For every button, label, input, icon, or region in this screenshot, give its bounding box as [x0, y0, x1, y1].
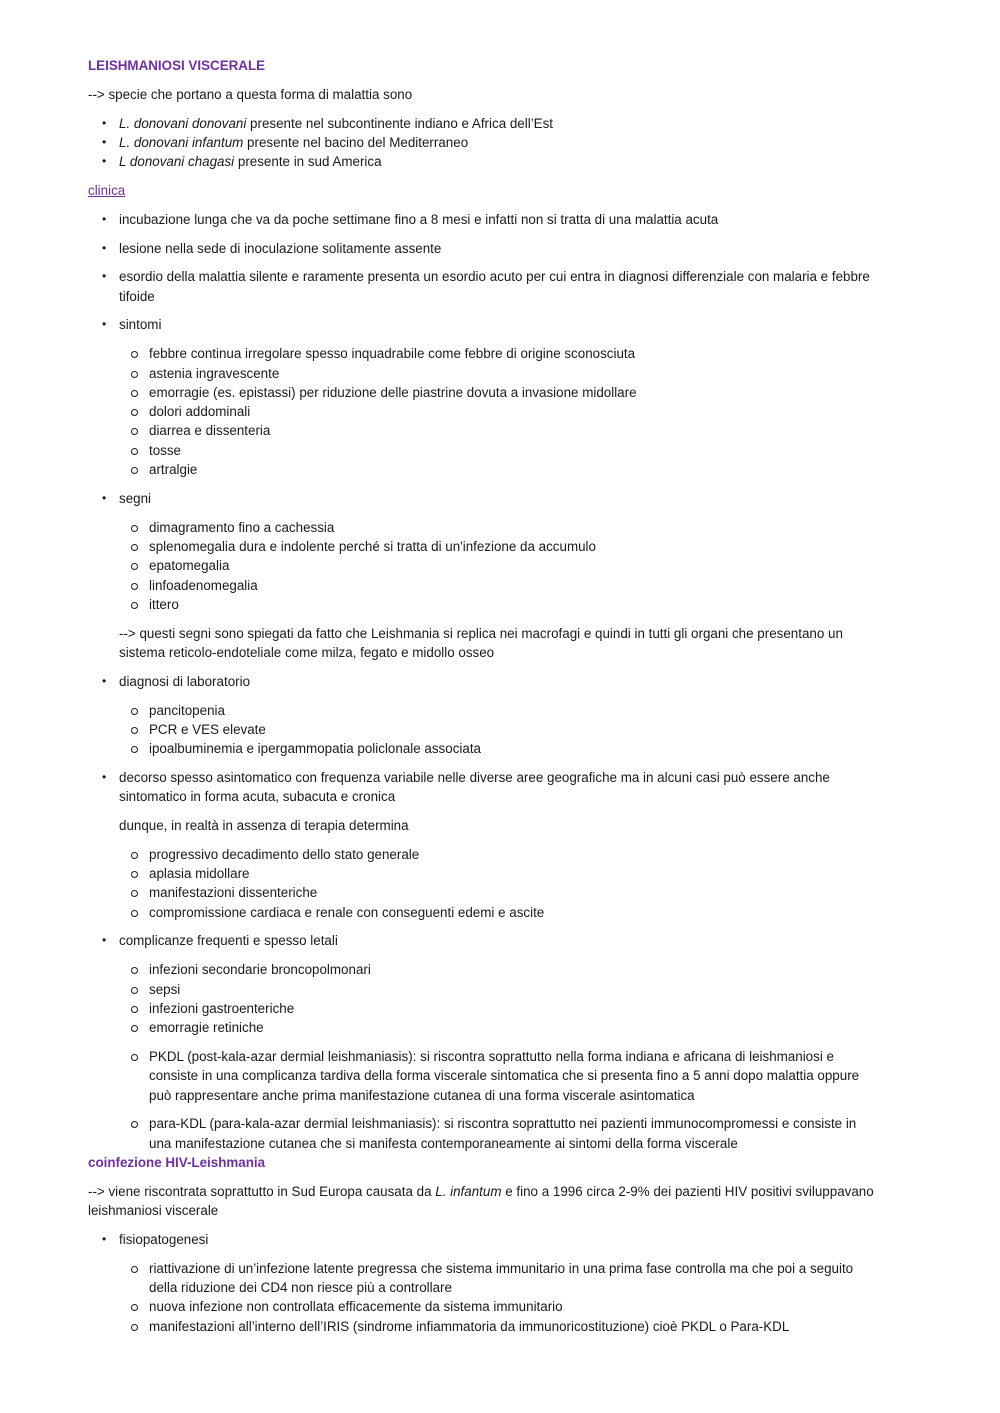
list-item: emorragie retiniche [119, 1018, 878, 1037]
segni-list [119, 518, 878, 614]
list-item: pancitopenia [119, 701, 878, 720]
decorso-list [119, 845, 878, 922]
segni-note: --> questi segni sono spiegati da fatto che Leishmania si replica nei macrofagi e quindi in tutti gli organi che presentano un sistema reticolo-endoteliale come milza, fegato e midollo osseo [119, 625, 843, 660]
list-item: • L donovani chagasi presente in sud America [88, 152, 878, 171]
list-item: ittero [119, 595, 878, 614]
list-item: nuova infezione non controllata efficacemente da sistema immunitario [119, 1297, 878, 1316]
list-item-decorso: • decorso spesso asintomatico con frequenza variabile nelle diverse aree geografiche ma in alcuni casi può essere anche sintomatico in forma acuta, subacuta e cronica dunque, in realtà in assenza di terapia determina progressivo decadimento dello stato generale aplasia midollare manifestazioni dissenteriche compromissione cardiaca e renale con conseguenti edemi e ascite [88, 768, 878, 922]
list-item: aplasia midollare [119, 864, 878, 883]
list-item-segni: • segni dimagramento fino a cachessia splenomegalia dura e indolente perché si tratta di un'infezione da accumulo epatomegalia linfoadenomegalia ittero --> questi segni sono spiegati da fatto che Leishmania si replica nei macrofagi e quindi in tutti gli organi che presentano un sistema reticolo-endoteliale come milza, fegato e midollo osseo [88, 489, 878, 662]
list-item-sintomi: • sintomi febbre continua irregolare spesso inquadrabile come febbre di origine sconosciuta astenia ingravescente emorragie (es. epistassi) per riduzione delle piastrine dovuta a invasione midollare dolori addominali diarrea e dissenteria tosse artralgie [88, 315, 878, 479]
decorso-note: dunque, in realtà in assenza di terapia determina [119, 818, 409, 833]
list-item: dimagramento fino a cachessia [119, 518, 878, 537]
list-item: progressivo decadimento dello stato generale [119, 845, 878, 864]
list-item: • esordio della malattia silente e raramente presenta un esordio acuto per cui entra in diagnosi differenziale con malaria e febbre tifoide [88, 267, 878, 306]
lab-list [119, 701, 878, 759]
section-title-coinfezione: coinfezione HIV-Leishmania [88, 1154, 266, 1170]
list-item: emorragie (es. epistassi) per riduzione delle piastrine dovuta a invasione midollare [119, 383, 878, 402]
list-item: astenia ingravescente [119, 364, 878, 383]
list-item: • incubazione lunga che va da poche settimane fino a 8 mesi e infatti non si tratta di una malattia acuta [88, 210, 878, 229]
coinfezione-list [88, 1230, 878, 1336]
list-item-fisiopatogenesi: • fisiopatogenesi riattivazione di un’infezione latente pregressa che sistema immunitario in una prima fase controlla ma che poi a seguito della riduzione dei CD4 non riesce più a controllare nuova infezione non controllata efficacemente da sistema immunitario manifestazioni all’interno dell’IRIS (sindrome infiammatoria da immunoricostituzione) cioè PKDL o Para-KDL [88, 1230, 878, 1336]
list-item: manifestazioni all’interno dell’IRIS (sindrome infiammatoria da immunoricostituzione) cioè PKDL o Para-KDL [119, 1317, 878, 1336]
list-item: tosse [119, 441, 878, 460]
list-item: compromissione cardiaca e renale con conseguenti edemi e ascite [119, 903, 878, 922]
sintomi-list [119, 344, 878, 479]
fisio-list [119, 1259, 878, 1336]
list-item-laboratorio: • diagnosi di laboratorio pancitopenia PCR e VES elevate ipoalbuminemia e ipergammopatia policlonale associata [88, 672, 878, 759]
species-list [88, 114, 878, 172]
list-item: dolori addominali [119, 402, 878, 421]
list-item-complicanze: • complicanze frequenti e spesso letali infezioni secondarie broncopolmonari sepsi infezioni gastroenteriche emorragie retiniche PKDL (post-kala-azar dermial leishmaniasis): si riscontra soprattutto nella forma indiana e africana di leishmaniosi e consiste in una complicanza tardiva della forma viscerale sintomatica che si presenta fino a 5 anni dopo malattia oppure può rappresentare anche prima manifestazione cutanea di una forma viscerale asintomatica para-KDL (para-kala-azar dermial leishmaniasis): si riscontra soprattutto nei pazienti immunocompromessi e consiste in una manifestazione cutanea che si manifesta contemporaneamente ai sintomi della forma viscerale [88, 931, 878, 1152]
list-item: • L. donovani donovani presente nel subcontinente indiano e Africa dell’Est [88, 114, 878, 133]
list-item-pkdl: PKDL (post-kala-azar dermial leishmaniasis): si riscontra soprattutto nella forma indiana e africana di leishmaniosi e consiste in una complicanza tardiva della forma viscerale sintomatica che si presenta fino a 5 anni dopo malattia oppure può rappresentare anche prima manifestazione cutanea di una forma viscerale asintomatica [119, 1047, 878, 1105]
list-item: diarrea e dissenteria [119, 421, 878, 440]
list-item: PCR e VES elevate [119, 720, 878, 739]
list-item: epatomegalia [119, 556, 878, 575]
list-item: sepsi [119, 980, 878, 999]
list-item: linfoadenomegalia [119, 576, 878, 595]
list-item: • L. donovani infantum presente nel bacino del Mediterraneo [88, 133, 878, 152]
list-item: manifestazioni dissenteriche [119, 883, 878, 902]
intro-paragraph: --> specie che portano a questa forma di malattia sono [88, 86, 413, 102]
list-item: • lesione nella sede di inoculazione solitamente assente [88, 239, 878, 258]
coinfezione-intro: --> viene riscontrata soprattutto in Sud Europa causata da L. infantum e fino a 1996 circa 2-9% dei pazienti HIV positivi sviluppavano leishmaniosi viscerale [88, 1183, 874, 1219]
complicanze-list [119, 960, 878, 1153]
list-item-para-kdl: para-KDL (para-kala-azar dermial leishmaniasis): si riscontra soprattutto nei pazienti immunocompromessi e consiste in una manifestazione cutanea che si manifesta contemporaneamente ai sintomi della forma viscerale [119, 1114, 878, 1153]
section-title-leishmaniosi-viscerale: LEISHMANIOSI VISCERALE [88, 58, 266, 73]
list-item: febbre continua irregolare spesso inquadrabile come febbre di origine sconosciuta [119, 344, 878, 363]
list-item: infezioni secondarie broncopolmonari [119, 960, 878, 979]
list-item: splenomegalia dura e indolente perché si tratta di un'infezione da accumulo [119, 537, 878, 556]
list-item: artralgie [119, 460, 878, 479]
clinica-link[interactable]: clinica [88, 182, 126, 198]
clinica-list [88, 210, 878, 1153]
list-item: riattivazione di un’infezione latente pregressa che sistema immunitario in una prima fase controlla ma che poi a seguito della riduzione dei CD4 non riesce più a controllare [119, 1259, 878, 1298]
list-item: infezioni gastroenteriche [119, 999, 878, 1018]
document-page [88, 56, 878, 1345]
list-item: ipoalbuminemia e ipergammopatia policlonale associata [119, 739, 878, 758]
